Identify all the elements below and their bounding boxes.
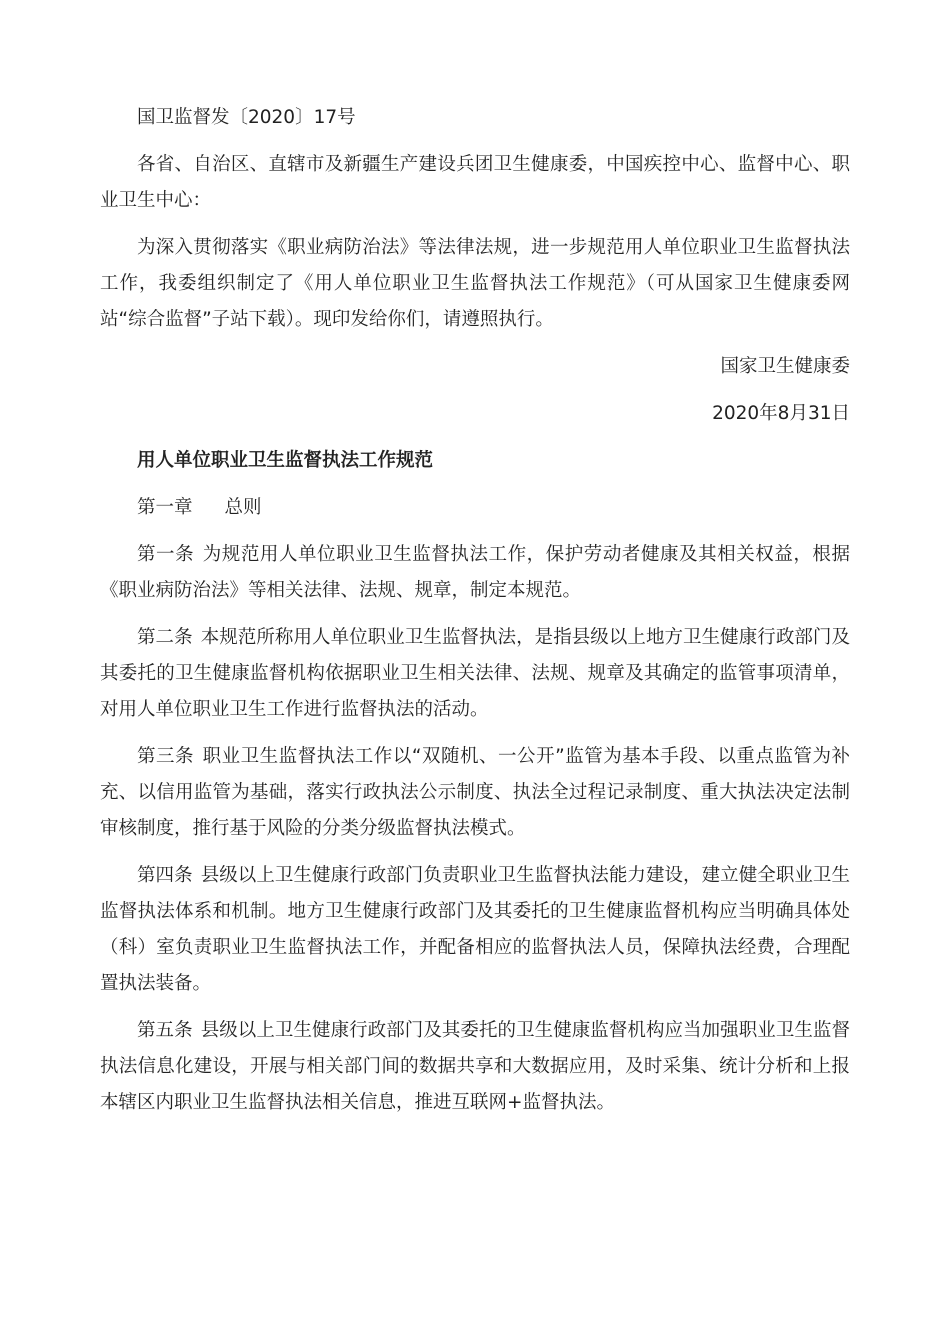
issue-date: 2020年8月31日 <box>712 403 850 424</box>
article <box>100 537 850 609</box>
notice-body: 为深入贯彻落实《职业病防治法》等法律法规，进一步规范用人单位职业卫生监督执法工作，我委组织制定了《用人单位职业卫生监督执法工作规范》（可从国家卫生健康委网站“综合监督”子站下载）。现印发给你们，请遵照执行。 <box>100 237 850 330</box>
document-page <box>100 100 850 1132</box>
signature: 国家卫生健康委 <box>720 356 850 377</box>
doc-number: 国卫监督发〔2020〕17号 <box>137 107 356 128</box>
article <box>100 858 850 1002</box>
article-text: 县级以上卫生健康行政部门及其委托的卫生健康监督机构应当加强职业卫生监督执法信息化建设，开展与相关部门间的数据共享和大数据应用，及时采集、统计分析和上报本辖区内职业卫生监督执法相关信息，推进互联网+监督执法。 <box>100 1020 850 1113</box>
article-text: 县级以上卫生健康行政部门负责职业卫生监督执法能力建设，建立健全职业卫生监督执法体系和机制。地方卫生健康行政部门及其委托的卫生健康监督机构应当明确具体处（科）室负责职业卫生监督执法工作，并配备相应的监督执法人员，保障执法经费，合理配置执法装备。 <box>100 865 850 994</box>
article <box>100 739 850 847</box>
article-number: 第二条 <box>137 627 193 648</box>
article-text: 为规范用人单位职业卫生监督执法工作，保护劳动者健康及其相关权益，根据《职业病防治法》等相关法律、法规、规章，制定本规范。 <box>100 544 850 601</box>
article-number: 第五条 <box>137 1020 193 1041</box>
article <box>100 620 850 728</box>
article-number: 第一条 <box>137 544 195 565</box>
article-number: 第四条 <box>137 865 193 886</box>
spec-title: 用人单位职业卫生监督执法工作规范 <box>137 450 434 471</box>
article <box>100 1013 850 1121</box>
recipients: 各省、自治区、直辖市及新疆生产建设兵团卫生健康委，中国疾控中心、监督中心、职业卫生中心： <box>100 154 850 211</box>
chapter-name: 总则 <box>224 497 262 518</box>
chapter-number: 第一章 <box>137 497 193 518</box>
article-text: 本规范所称用人单位职业卫生监督执法，是指县级以上地方卫生健康行政部门及其委托的卫生健康监督机构依据职业卫生相关法律、法规、规章及其确定的监管事项清单，对用人单位职业卫生工作进行监督执法的活动。 <box>100 627 850 720</box>
chapter-heading <box>100 490 850 526</box>
article-number: 第三条 <box>137 746 195 767</box>
article-text: 职业卫生监督执法工作以“双随机、一公开”监管为基本手段、以重点监管为补充、以信用监管为基础，落实行政执法公示制度、执法全过程记录制度、重大执法决定法制审核制度，推行基于风险的分类分级监督执法模式。 <box>100 746 850 839</box>
